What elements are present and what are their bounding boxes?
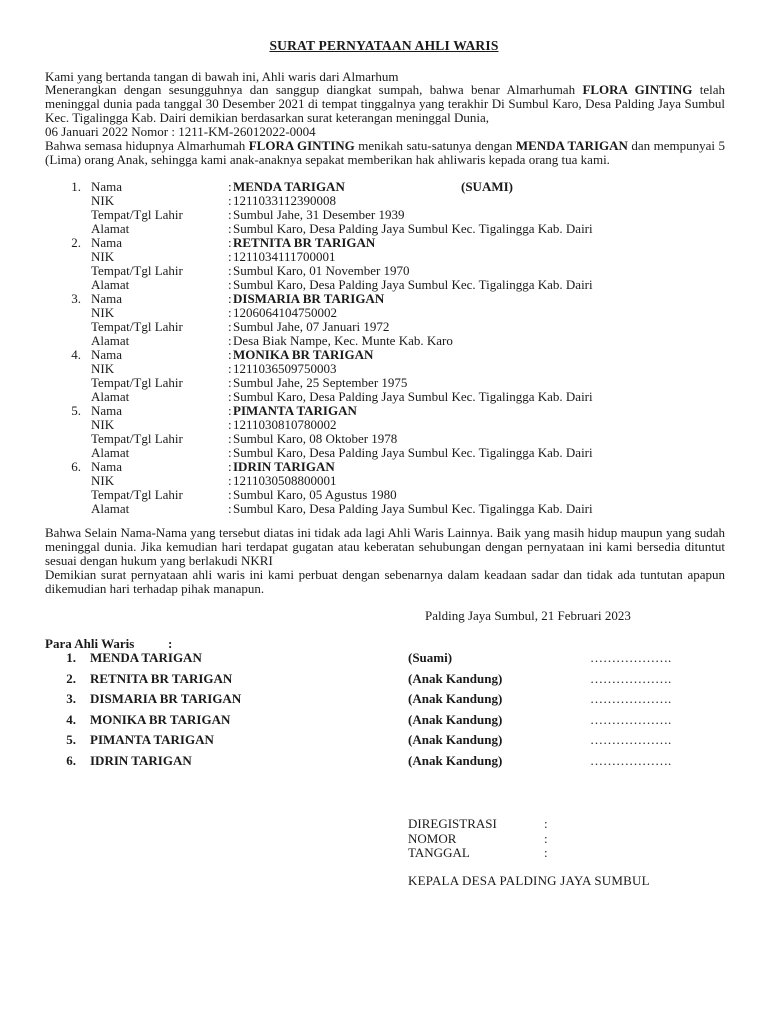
heir-nik: 1211036509750003 xyxy=(233,360,337,376)
heir-birth-row xyxy=(45,488,725,502)
heir-name: MONIKA BR TARIGAN xyxy=(233,347,374,362)
heir-entry xyxy=(45,292,725,348)
signatory-row xyxy=(45,651,725,672)
statement-part2: telah meninggal dunia pada tanggal 30 Desember 2021 di tempat tinggalnya yang terakhir Di Sumbul Karo, Desa Palding Jaya Sumbul Kec. Tigalingga Kab. Dairi demikian berdasarkan surat keterangan meninggal Dunia, xyxy=(45,82,725,125)
field-colon: : xyxy=(228,347,232,362)
signatory-relation: (Anak Kandung) xyxy=(408,752,503,768)
signatory-name: MENDA TARIGAN xyxy=(90,650,202,665)
field-colon: : xyxy=(228,459,232,474)
signatories-list xyxy=(45,651,725,775)
signatory-number: 1. xyxy=(66,650,76,665)
field-label: Alamat xyxy=(91,276,130,292)
signatory-relation: (Suami) xyxy=(408,650,453,665)
signatory-row xyxy=(45,672,725,693)
field-colon: : xyxy=(228,192,232,208)
field-label: Tempat/Tgl Lahir xyxy=(91,430,183,446)
no-other-heirs-paragraph: Bahwa Selain Nama-Nama yang tersebut diatas ini tidak ada lagi Ahli Waris Lainnya. Baik yang masih hidup maupun yang sudah meninggal dunia. Jika kemudian hari terdapat gugatan atau keberatan sehubungan dengan pernyataan ini kami bersedia dituntut sesuai dengan hukum yang berlakudi NKRI xyxy=(45,525,725,568)
heir-birth-row xyxy=(45,264,725,278)
signatories-title: Para Ahli Waris : xyxy=(45,636,173,651)
field-colon: : xyxy=(228,235,232,250)
field-colon: : xyxy=(228,262,232,278)
document-title: SURAT PERNYATAAN AHLI WARIS xyxy=(269,38,499,53)
field-colon: : xyxy=(228,374,232,390)
field-colon: : xyxy=(228,403,232,418)
field-colon: : xyxy=(228,206,232,222)
field-colon: : xyxy=(228,416,232,432)
signatory-name: PIMANTA TARIGAN xyxy=(90,732,214,748)
heir-nik: 1211030810780002 xyxy=(233,416,337,432)
signatory-row xyxy=(45,754,725,775)
field-label: Nama xyxy=(91,291,123,306)
marriage-part1: Bahwa semasa hidupnya Almarhumah xyxy=(45,138,249,153)
signatory-number: 2. xyxy=(66,670,76,686)
heir-nik-row xyxy=(45,250,725,264)
heir-address-row xyxy=(45,334,725,348)
field-label: Nama xyxy=(91,459,123,474)
heir-entry xyxy=(45,348,725,404)
signatory-number: 5. xyxy=(66,732,76,748)
signature-line: ………………. xyxy=(590,691,672,707)
registration-colon: : xyxy=(544,830,548,846)
spouse-name: MENDA TARIGAN xyxy=(515,138,628,153)
intro-line: Kami yang bertanda tangan di bawah ini, Ahli waris dari Almarhum xyxy=(45,69,399,84)
signatory-row xyxy=(45,733,725,754)
heir-number: 3. xyxy=(71,291,81,306)
heir-name: IDRIN TARIGAN xyxy=(233,459,335,474)
registration-row xyxy=(408,832,708,847)
field-label: Alamat xyxy=(91,500,130,516)
heir-nik-row xyxy=(45,362,725,376)
signature-line: ………………. xyxy=(590,732,672,748)
field-colon: : xyxy=(228,360,232,376)
field-label: NIK xyxy=(91,416,115,432)
heir-birth: Sumbul Karo, 05 Agustus 1980 xyxy=(233,486,397,502)
field-label: NIK xyxy=(91,192,115,208)
heir-number: 5. xyxy=(71,403,81,418)
heir-address-row xyxy=(45,502,725,516)
signatory-name: IDRIN TARIGAN xyxy=(90,752,192,768)
field-colon: : xyxy=(228,500,232,516)
field-label: Alamat xyxy=(91,220,130,236)
registration-block xyxy=(408,817,708,861)
heir-address: Desa Biak Nampe, Kec. Munte Kab. Karo xyxy=(233,332,453,348)
field-label: Alamat xyxy=(91,388,130,404)
field-colon: : xyxy=(228,332,232,348)
field-label: NIK xyxy=(91,472,115,488)
field-colon: : xyxy=(228,248,232,264)
heir-number: 1. xyxy=(71,179,81,194)
heir-number: 2. xyxy=(71,235,81,250)
field-colon: : xyxy=(228,291,232,306)
heir-birth: Sumbul Jahe, 25 September 1975 xyxy=(233,374,408,390)
registration-label: DIREGISTRASI xyxy=(408,816,497,831)
deceased-name: FLORA GINTING xyxy=(248,138,355,153)
field-label: Alamat xyxy=(91,444,130,460)
heir-nik-row xyxy=(45,306,725,320)
heir-entry xyxy=(45,404,725,460)
field-colon: : xyxy=(228,444,232,460)
signatory-name: DISMARIA BR TARIGAN xyxy=(90,691,242,707)
heir-number: 6. xyxy=(71,459,81,474)
heir-address: Sumbul Karo, Desa Palding Jaya Sumbul Kec. Tigalingga Kab. Dairi xyxy=(233,444,593,460)
field-colon: : xyxy=(228,179,232,194)
signatory-relation: (Anak Kandung) xyxy=(408,670,503,686)
marriage-part3: dan mempunyai 5 (Lima) orang Anak, sehingga kami anak-anaknya sepakat memberikan hak ahliwaris kepada orang tua kami. xyxy=(45,138,725,167)
field-label: NIK xyxy=(91,248,115,264)
statement-part1: Menerangkan dengan sesungguhnya dan sanggup diangkat sumpah, bahwa benar Almarhumah xyxy=(45,82,583,97)
registration-row xyxy=(408,846,708,861)
field-label: Alamat xyxy=(91,332,130,348)
heir-nik: 1211030508800001 xyxy=(233,472,337,488)
village-head-title: KEPALA DESA PALDING JAYA SUMBUL xyxy=(408,873,650,888)
heirs-list xyxy=(45,180,725,516)
registration-colon: : xyxy=(544,845,548,860)
signatory-relation: (Anak Kandung) xyxy=(408,732,503,748)
death-certificate-ref: 06 Januari 2022 Nomor : 1211-KM-26012022-0004 xyxy=(45,124,316,139)
field-label: Nama xyxy=(91,347,123,362)
heir-name-row xyxy=(45,180,725,194)
field-label: Nama xyxy=(91,403,123,418)
heir-birth-row xyxy=(45,376,725,390)
heir-nik: 1206064104750002 xyxy=(233,304,337,320)
heir-name-row xyxy=(45,348,725,362)
heir-name: DISMARIA BR TARIGAN xyxy=(233,291,385,306)
field-colon: : xyxy=(228,304,232,320)
heir-nik: 1211033112390008 xyxy=(233,192,337,208)
signatory-number: 3. xyxy=(66,691,76,707)
field-label: Tempat/Tgl Lahir xyxy=(91,318,183,334)
heir-nik-row xyxy=(45,474,725,488)
heir-birth: Sumbul Jahe, 31 Desember 1939 xyxy=(233,206,405,222)
signature-line: ………………. xyxy=(590,650,672,665)
heir-name-row xyxy=(45,236,725,250)
marriage-part2: menikah satu-satunya dengan xyxy=(354,138,516,153)
heir-name-row xyxy=(45,404,725,418)
heir-nik-row xyxy=(45,418,725,432)
heir-address: Sumbul Karo, Desa Palding Jaya Sumbul Kec. Tigalingga Kab. Dairi xyxy=(233,388,593,404)
heir-address-row xyxy=(45,222,725,236)
heir-entry xyxy=(45,460,725,516)
heir-tag: (SUAMI) xyxy=(461,179,513,194)
heir-birth: Sumbul Karo, 01 November 1970 xyxy=(233,262,410,278)
heir-name: RETNITA BR TARIGAN xyxy=(233,235,376,250)
signatory-number: 6. xyxy=(66,752,76,768)
field-colon: : xyxy=(228,430,232,446)
field-label: Tempat/Tgl Lahir xyxy=(91,374,183,390)
field-colon: : xyxy=(228,220,232,236)
field-label: Tempat/Tgl Lahir xyxy=(91,206,183,222)
field-colon: : xyxy=(228,318,232,334)
signatory-name: RETNITA BR TARIGAN xyxy=(90,670,233,686)
signatory-name: MONIKA BR TARIGAN xyxy=(90,711,231,727)
signatory-row xyxy=(45,713,725,734)
field-colon: : xyxy=(228,472,232,488)
signature-line: ………………. xyxy=(590,711,672,727)
place-date: Palding Jaya Sumbul, 21 Februari 2023 xyxy=(425,608,631,623)
heir-address: Sumbul Karo, Desa Palding Jaya Sumbul Kec. Tigalingga Kab. Dairi xyxy=(233,276,593,292)
heir-birth-row xyxy=(45,320,725,334)
heir-address: Sumbul Karo, Desa Palding Jaya Sumbul Kec. Tigalingga Kab. Dairi xyxy=(233,500,593,516)
field-label: NIK xyxy=(91,304,115,320)
registration-label: TANGGAL xyxy=(408,845,470,860)
field-label: NIK xyxy=(91,360,115,376)
heir-name-row xyxy=(45,460,725,474)
registration-row xyxy=(408,817,708,832)
marriage-paragraph xyxy=(45,139,725,167)
heir-entry xyxy=(45,180,725,236)
signatory-row xyxy=(45,692,725,713)
heir-address-row xyxy=(45,278,725,292)
registration-colon: : xyxy=(544,816,548,831)
signatory-relation: (Anak Kandung) xyxy=(408,711,503,727)
field-colon: : xyxy=(228,388,232,404)
closing-paragraph: Demikian surat pernyataan ahli waris ini kami perbuat dengan sebenarnya dalam keadaan sadar dan tidak ada tuntutan apapun dikemudian hari terhadap pihak manapun. xyxy=(45,567,725,596)
heir-name-row xyxy=(45,292,725,306)
heir-entry xyxy=(45,236,725,292)
field-label: Tempat/Tgl Lahir xyxy=(91,486,183,502)
heir-birth: Sumbul Jahe, 07 Januari 1972 xyxy=(233,318,390,334)
heir-number: 4. xyxy=(71,347,81,362)
heir-address-row xyxy=(45,446,725,460)
field-colon: : xyxy=(228,276,232,292)
registration-label: NOMOR xyxy=(408,830,457,846)
heir-address-row xyxy=(45,390,725,404)
deceased-name: FLORA GINTING xyxy=(582,82,693,97)
heir-birth-row xyxy=(45,432,725,446)
signature-line: ………………. xyxy=(590,752,672,768)
heir-birth-row xyxy=(45,208,725,222)
statement-paragraph xyxy=(45,83,725,125)
signatory-relation: (Anak Kandung) xyxy=(408,691,503,707)
field-label: Tempat/Tgl Lahir xyxy=(91,262,183,278)
heir-name: PIMANTA TARIGAN xyxy=(233,403,357,418)
field-label: Nama xyxy=(91,179,123,194)
heir-name: MENDA TARIGAN xyxy=(233,179,345,194)
field-colon: : xyxy=(228,486,232,502)
heir-nik: 1211034111700001 xyxy=(233,248,336,264)
field-label: Nama xyxy=(91,235,123,250)
heir-address: Sumbul Karo, Desa Palding Jaya Sumbul Kec. Tigalingga Kab. Dairi xyxy=(233,220,593,236)
signature-line: ………………. xyxy=(590,670,672,686)
signatory-number: 4. xyxy=(66,711,76,727)
heir-nik-row xyxy=(45,194,725,208)
heir-birth: Sumbul Karo, 08 Oktober 1978 xyxy=(233,430,398,446)
